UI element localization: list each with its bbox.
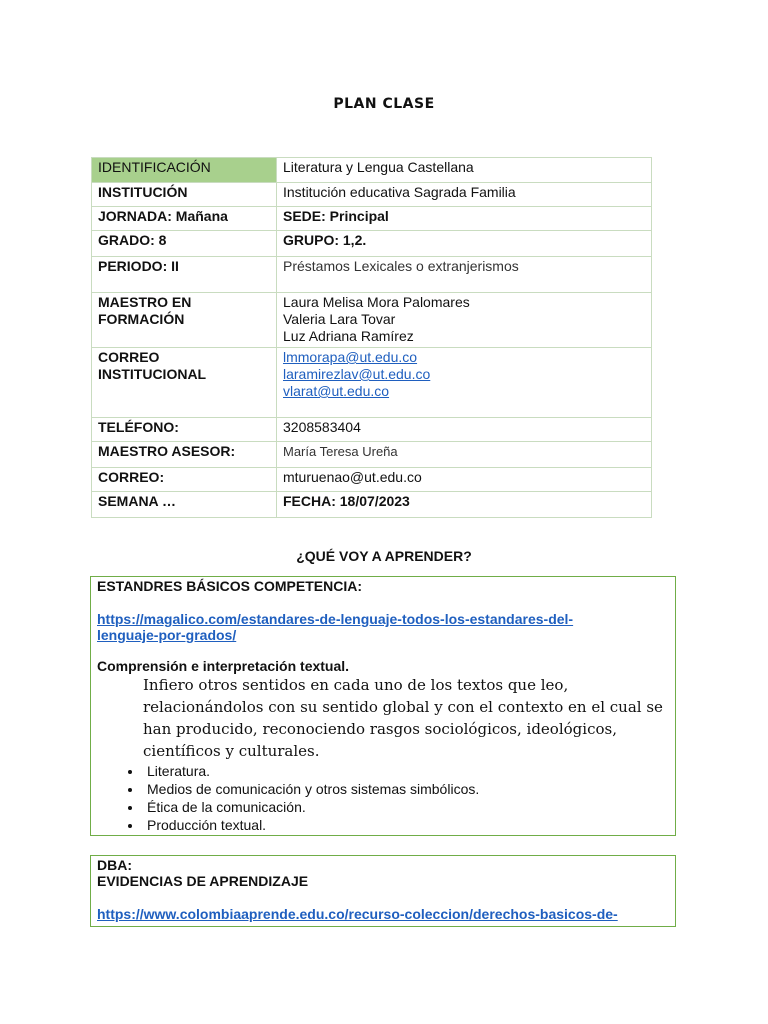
institucion-value: Institución educativa Sagrada Familia (277, 183, 652, 207)
estandares-link[interactable] (97, 611, 669, 643)
email-link[interactable]: vlarat@ut.edu.co (283, 383, 390, 399)
institucion-label: INSTITUCIÓN (92, 183, 277, 207)
identificacion-label: IDENTIFICACIÓN (92, 158, 277, 183)
asesor-label: MAESTRO ASESOR: (92, 442, 277, 468)
telefono-label: TELÉFONO: (92, 418, 277, 442)
dba-link[interactable]: https://www.colombiaaprende.edu.co/recurso-coleccion/derechos-basicos-de- (97, 906, 618, 922)
dba-box (90, 855, 676, 927)
maestro-name: Laura Melisa Mora Palomares (283, 294, 470, 310)
list-item: • Medios de comunicación y otros sistemas simbólicos. (143, 780, 669, 798)
list-item: • Literatura. (143, 762, 669, 780)
table-row (92, 418, 652, 442)
jornada-cell: JORNADA: Mañana (92, 207, 277, 231)
correo-institucional-label: CORREO INSTITUCIONAL (92, 348, 277, 418)
periodo-cell: PERIODO: II (92, 257, 277, 293)
email-link[interactable]: laramirezlav@ut.edu.co (283, 366, 431, 382)
correos-cell (277, 348, 652, 418)
maestro-name: Valeria Lara Tovar (283, 311, 396, 327)
tema-cell: Préstamos Lexicales o extranjerismos (277, 257, 652, 293)
fecha-cell: FECHA: 18/07/2023 (277, 492, 652, 518)
table-row (92, 348, 652, 418)
page-title: PLAN CLASE (333, 96, 435, 112)
email-link[interactable]: lmmorapa@ut.edu.co (283, 349, 418, 365)
table-row (92, 183, 652, 207)
estandares-link-line2: lenguaje-por-grados/ (97, 627, 237, 643)
table-row (92, 442, 652, 468)
table-row (92, 293, 652, 348)
table-row (92, 257, 652, 293)
identificacion-value: Literatura y Lengua Castellana (277, 158, 652, 183)
grado-cell: GRADO: 8 (92, 231, 277, 257)
table-row (92, 231, 652, 257)
section-heading: ¿QUÉ VOY A APRENDER? (296, 548, 472, 564)
sede-cell: SEDE: Principal (277, 207, 652, 231)
estandares-heading: ESTANDRES BÁSICOS COMPETENCIA: (97, 578, 362, 594)
competencia-paragraph: Infiero otros sentidos en cada uno de los textos que leo, relacionándolos con su sentido global y con el contexto en el cual se han producido, reconociendo rasgos sociológicos, ideológicos, científicos y culturales. (143, 676, 663, 760)
identification-table (91, 157, 652, 518)
asesor-value: María Teresa Ureña (277, 442, 652, 468)
maestro-formacion-label: MAESTRO EN FORMACIÓN (92, 293, 277, 348)
dba-label: DBA: (97, 857, 132, 873)
estandares-link-line1: https://magalico.com/estandares-de-lenguaje-todos-los-estandares-del- (97, 611, 574, 627)
grupo-cell: GRUPO: 1,2. (277, 231, 652, 257)
estandares-box (90, 576, 676, 836)
list-item: • Producción textual. (143, 816, 669, 834)
table-row (92, 158, 652, 183)
maestro-name: Luz Adriana Ramírez (283, 328, 414, 344)
telefono-value: 3208583404 (277, 418, 652, 442)
table-row (92, 207, 652, 231)
correo-value: mturuenao@ut.edu.co (277, 468, 652, 492)
semana-cell: SEMANA … (92, 492, 277, 518)
table-row (92, 492, 652, 518)
evidencias-heading: EVIDENCIAS DE APRENDIZAJE (97, 873, 309, 889)
competencia-subheading: Comprensión e interpretación textual. (97, 658, 350, 674)
list-item: • Ética de la comunicación. (143, 798, 669, 816)
correo-label: CORREO: (92, 468, 277, 492)
table-row (92, 468, 652, 492)
maestros-cell (277, 293, 652, 348)
factores-list (97, 762, 669, 834)
